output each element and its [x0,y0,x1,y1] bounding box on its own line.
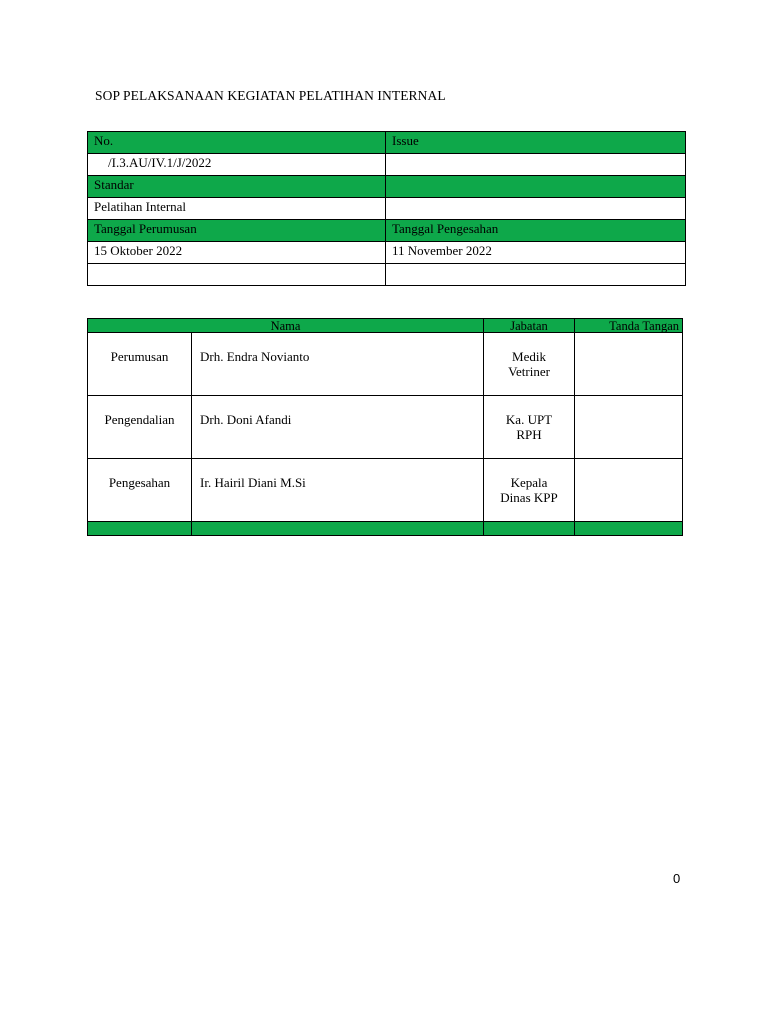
jabatan-line: Ka. UPT [505,412,553,427]
role-cell: Pengesahan [88,459,192,522]
name-cell: Drh. Endra Novianto [192,333,484,396]
empty-cell-left [88,264,386,286]
jabatan-line: Dinas KPP [500,490,558,505]
jabatan-line: Vetriner [508,364,550,379]
footer-cell [575,522,683,536]
standar-value-row [88,198,686,220]
page-number: 0 [673,871,681,886]
no-label: No. [88,132,386,154]
standar-value: Pelatihan Internal [88,198,386,220]
standar-header-row [88,176,686,198]
issue-value [386,154,686,176]
table-row [88,333,683,396]
jabatan-cell [484,396,575,459]
footer-cell [88,522,192,536]
jabatan-line: Kepala [510,475,548,490]
standar-header-empty [386,176,686,198]
jabatan-line: Medik [512,349,546,364]
tanggal-header-row [88,220,686,242]
signature-footer-row [88,522,683,536]
nama-header: Nama [88,319,484,333]
jabatan-header: Jabatan [484,319,575,333]
tgl-perumusan-value: 15 Oktober 2022 [88,242,386,264]
name-cell: Drh. Doni Afandi [192,396,484,459]
standar-value-empty [386,198,686,220]
info-value-row [88,154,686,176]
tgl-pengesahan-value: 11 November 2022 [386,242,686,264]
jabatan-line: RPH [516,427,542,442]
tanda-tangan-header: Tanda Tangan [575,319,683,333]
table-row [88,459,683,522]
sop-info-table [87,131,686,286]
tanggal-value-row [88,242,686,264]
signature-cell [575,333,683,396]
table-row [88,396,683,459]
signature-cell [575,459,683,522]
signature-header-row [88,319,683,333]
signature-table [87,318,683,536]
standar-label: Standar [88,176,386,198]
role-cell: Perumusan [88,333,192,396]
empty-cell-right [386,264,686,286]
no-value: /I.3.AU/IV.1/J/2022 [88,154,386,176]
signature-cell [575,396,683,459]
issue-label: Issue [386,132,686,154]
footer-cell [484,522,575,536]
tgl-perumusan-label: Tanggal Perumusan [88,220,386,242]
role-cell: Pengendalian [88,396,192,459]
tgl-pengesahan-label: Tanggal Pengesahan [386,220,686,242]
jabatan-cell [484,459,575,522]
empty-row [88,264,686,286]
document-title: SOP PELAKSANAAN KEGIATAN PELATIHAN INTERNAL [95,88,446,103]
jabatan-cell [484,333,575,396]
name-cell: Ir. Hairil Diani M.Si [192,459,484,522]
footer-cell [192,522,484,536]
info-header-row [88,132,686,154]
